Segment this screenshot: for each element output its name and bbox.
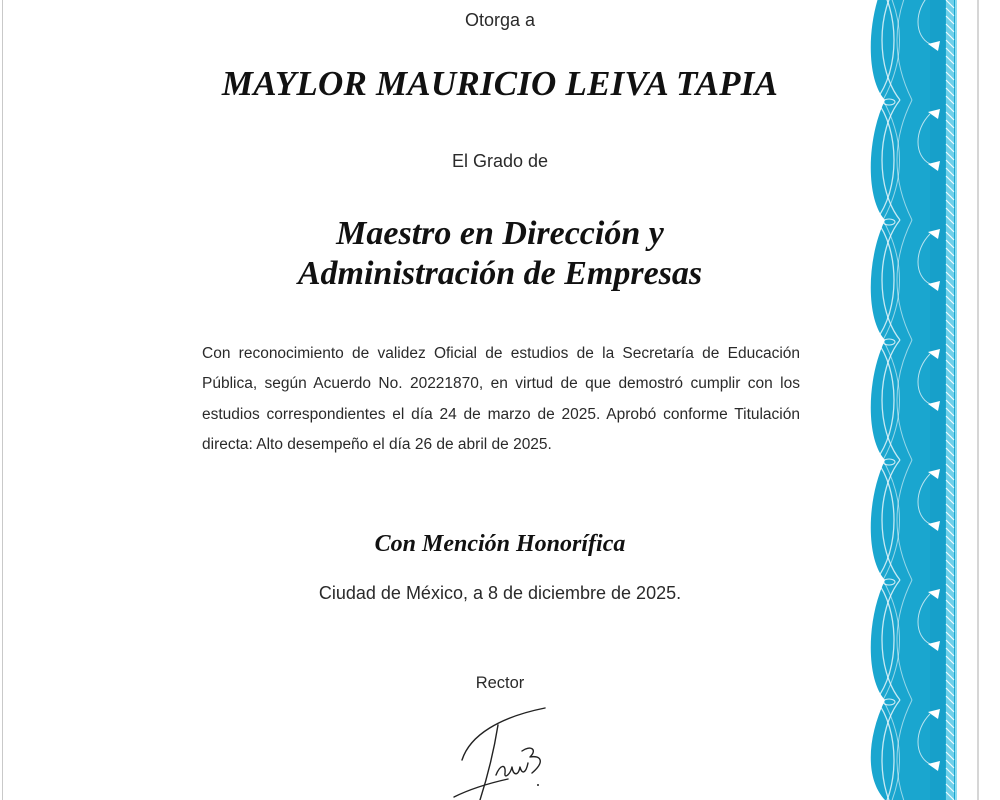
validity-paragraph: Con reconocimiento de validez Oficial de estudios de la Secretaría de Educación Pública, según Acuerdo No. 20221870, en virtud de que demostró cumplir con los estudios correspondientes el día 24 de marzo de 2025. Aprobó conforme Titulación directa: Alto desempeño el día 26 de abril de 2025. xyxy=(202,345,800,454)
degree-title-line2: Administración de Empresas xyxy=(297,255,703,292)
recipient-name: MAYLOR MAURICIO LEIVA TAPIA xyxy=(221,64,779,103)
degree-intro: El Grado de xyxy=(451,151,549,171)
degree-title xyxy=(190,214,810,294)
place-and-date: Ciudad de México, a 8 de diciembre de 2025. xyxy=(318,583,682,603)
honors-mention: Con Mención Honorífica xyxy=(374,531,626,557)
scalloped-border-icon xyxy=(850,0,970,800)
degree-title-line1: Maestro en Dirección y xyxy=(336,215,664,252)
page-edge-left xyxy=(2,0,3,800)
grant-intro: Otorga a xyxy=(464,10,536,30)
page-edge-right xyxy=(977,0,979,800)
signatory-title: Rector xyxy=(475,674,525,692)
signature-icon xyxy=(450,705,570,800)
certificate-body xyxy=(190,0,810,800)
